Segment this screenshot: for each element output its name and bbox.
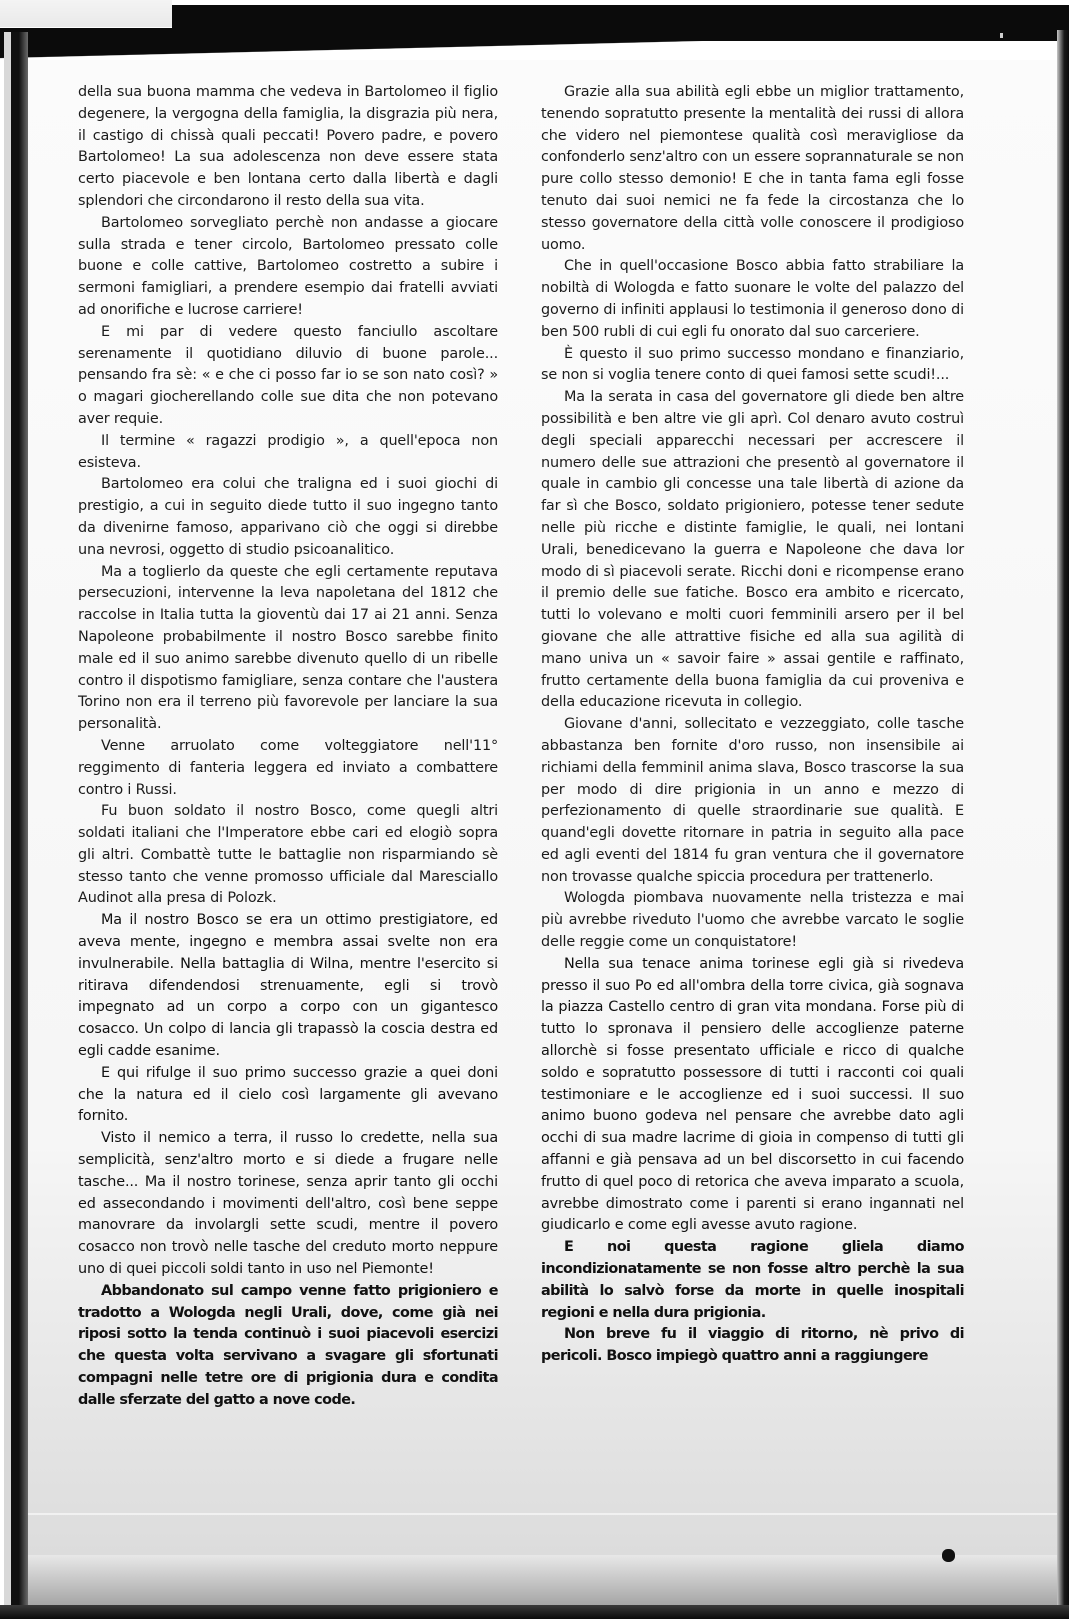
paragraph: Bartolomeo sorvegliato perchè non andasse a giocare sulla strada e tener circolo, Bartolomeo pressato colle buone e colle cattive, Bartolomeo costretto a subire i sermoni famigliari, a prendere esempio dai fratelli avviati ad onorifiche e lucrose carriere!	[78, 214, 498, 318]
left-column	[78, 82, 498, 1412]
right-column	[541, 82, 964, 1368]
paragraph: Non breve fu il viaggio di ritorno, nè privo di pericoli. Bosco impiegò quattro anni a raggiungere	[541, 1326, 964, 1365]
paragraph: Giovane d'anni, sollecitato e vezzeggiato, colle tasche abbastanza ben fornite d'oro russo, non insensibile ai richiami della femminil anima slava, Bosco trascorse la sua per modo di dire prigionia in un anno e mezzo di perfezionamento di quelle straordinarie sue qualità. E quand'egli dovette ritornare in patria in seguito alla pace ed agli eventi del 1814 fu gran ventura che il governatore non trovasse qualche spiccia procedura per trattenerlo.	[541, 716, 964, 885]
scan-bottom-border	[0, 1605, 1069, 1619]
paragraph: E qui rifulge il suo primo successo grazie a quei doni che la natura ed il cielo così largamente gli avevano fornito.	[78, 1064, 498, 1125]
paragraph: E mi par di vedere questo fanciullo ascoltare serenamente il quotidiano diluvio di buone parole... pensando fra sè: « e che ci posso far io se son nato così? » o magari giocherellando colle sue dita che non potevano aver requie.	[78, 323, 498, 427]
paragraph: È questo il suo primo successo mondano e finanziario, se non si voglia tenere conto di quei famosi sette scudi!...	[541, 345, 964, 384]
paragraph: Venne arruolato come volteggiatore nell'11° reggimento di fanteria leggera ed inviato a combattere contro i Russi.	[78, 737, 498, 798]
paragraph: Ma il nostro Bosco se era un ottimo prestigiatore, ed aveva mente, ingegno e membra assai svelte non era invulnerabile. Nella battaglia di Wilna, mentre l'esercito si ritirava difendendosi strenuamente, egli si trovò impegnato ad un corpo a corpo con un gigantesco cosacco. Un colpo di lancia gli trapassò la coscia destra ed egli cadde esanime.	[78, 912, 498, 1060]
scan-top-shadow	[0, 28, 1069, 68]
scan-bottom-shadow	[28, 1555, 1057, 1605]
page-mark-bullet-icon	[942, 1549, 955, 1562]
paragraph: Grazie alla sua abilità egli ebbe un miglior trattamento, tenendo sopratutto presente la mentalità dei russi di allora che videro nel piemontese qualità così meravigliose da confonderlo senz'altro con un essere soprannaturale se non pure collo stesso demonio! E che in tanta fama egli fosse tenuto dai suoi nemici ne fa fede la circostanza che lo stesso governatore della città volle conoscere il prodigioso uomo.	[541, 84, 964, 253]
scan-top-margin	[0, 0, 172, 27]
scan-speck	[1000, 33, 1003, 38]
paragraph: Che in quell'occasione Bosco abbia fatto strabiliare la nobiltà di Wologda e fatto suonare le volte del palazzo del governo di infiniti applausi lo testimonia il generoso dono di ben 500 rubli di cui egli fu onorato dal suo carceriere.	[541, 258, 964, 340]
paragraph: Ma a toglierlo da queste che egli certamente reputava persecuzioni, intervenne la leva napoletana del 1812 che raccolse in Italia tutta la gioventù dai 17 ai 21 anni. Senza Napoleone probabilmente il nostro Bosco sarebbe finito male ed il suo animo sarebbe divenuto quello di un ribelle contro il dispotismo famigliare, senza contare che l'austera Torino non era il terreno più favorevole per lanciare la sua personalità.	[78, 563, 498, 733]
paragraph: Fu buon soldato il nostro Bosco, come quegli altri soldati italiani che l'Imperatore ebbe cari ed elogiò sopra gli altri. Combattè tutte le battaglie non risparmiando sè stesso tanto che venne promosso ufficiale dal Maresciallo Audinot alla presa di Polozk.	[78, 803, 498, 907]
scan-right-border	[1057, 30, 1069, 1619]
paragraph: Nella sua tenace anima torinese egli già si rivedeva presso il suo Po ed all'ombra della torre civica, già sognava la piazza Castello centro di gran vita mondana. Forse più di tutto lo spronava il pensiero delle accoglienze paterne allorchè si fosse presentato ufficiale e ricco di qualche soldo e sopratutto possessore di tutti i racconti coi quali testimoniare e le accoglienze ed i suoi successi. Il suo animo buono godeva nel pensare che avrebbe dato agli occhi di sua madre lacrime di gioia in compenso di tutti gli affanni e già pensava ad un bel discorsetto in cui facendo frutto di quel poco di retorica che aveva imparato a scuola, avrebbe dimostrato come i parenti si erano ingannati nel giudicarlo e come egli avesse avuto ragione.	[541, 955, 964, 1234]
paragraph: Wologda piombava nuovamente nella tristezza e mai più avrebbe riveduto l'uomo che avrebbe varcato le soglie delle reggie come un conquistatore!	[541, 890, 964, 951]
scan-band	[28, 1513, 1057, 1515]
paragraph: Bartolomeo era colui che traligna ed i suoi giochi di prestigio, a cui in seguito diede tutto il suo ingegno tanto da divenirne famoso, apparivano ciò che oggi si direbbe una nevrosi, oggetto di studio psicoanalitico.	[78, 476, 498, 558]
paragraph: Ma la serata in casa del governatore gli diede ben altre possibilità e ben altre vie gli aprì. Col denaro avuto costruì degli speciali apparecchi necessari per accrescere il numero delle sue attrazioni che presentò al governatore il quale in cambio gli concesse una tale libertà di azione da far sì che Bosco, soldato prigioniero, potesse tener sedute nelle più ricche e distinte famiglie, le quali, nei lontani Urali, benedicevano la guerra e Napoleone che dava lor modo di sì piacevoli serate. Ricchi doni e ricompense erano il premio delle sue fatiche. Bosco era ambito e ricercato, tutti lo volevano e molti cuori femminili arsero per il bel giovane che alle attrattive fisiche ed alla sua agilità di mano univa un « savoir faire » assai gentile e raffinato, frutto certamente della buona famiglia da cui proveniva e della educazione ricevuta in collegio.	[541, 389, 964, 711]
paragraph: Abbandonato sul campo venne fatto prigioniero e tradotto a Wologda negli Urali, dove, come già nei riposi sotto la tenda continuò i suoi piacevoli esercizi che questa volta servivano a svagare gli sfortunati compagni nelle tetre ore di prigionia dura e condita dalle sferzate del gatto a nove code.	[78, 1282, 498, 1408]
paragraph: E noi questa ragione gliela diamo incondizionatamente se non fosse altro perchè la sua abilità lo salvò forse da morte in quelle inospitali regioni e nella dura prigionia.	[541, 1239, 964, 1321]
scan-left-border	[4, 32, 28, 1619]
paragraph: della sua buona mamma che vedeva in Bartolomeo il figlio degenere, la vergogna della famiglia, la disgrazia più nera, il castigo di chissà quali peccati! Povero padre, e povero Bartolomeo! La sua adolescenza non deve essere stata certo piacevole e ben lontana certo dalla libertà e dagli splendori che circondarono il resto della sua vita.	[78, 84, 498, 209]
paragraph: Il termine « ragazzi prodigio », a quell'epoca non esisteva.	[78, 432, 498, 471]
paragraph: Visto il nemico a terra, il russo lo credette, nella sua semplicità, senz'altro morto e si diede a frugare nelle tasche... Ma il nostro torinese, senza aprir tanto gli occhi ed assecondando i movimenti dell'altro, così bene seppe manovrare da involargli sette scudi, mentre il povero cosacco non trovò nelle tasche del creduto morto neppure uno di quei piccoli soldi tanto in uso nel Piemonte!	[78, 1130, 498, 1278]
